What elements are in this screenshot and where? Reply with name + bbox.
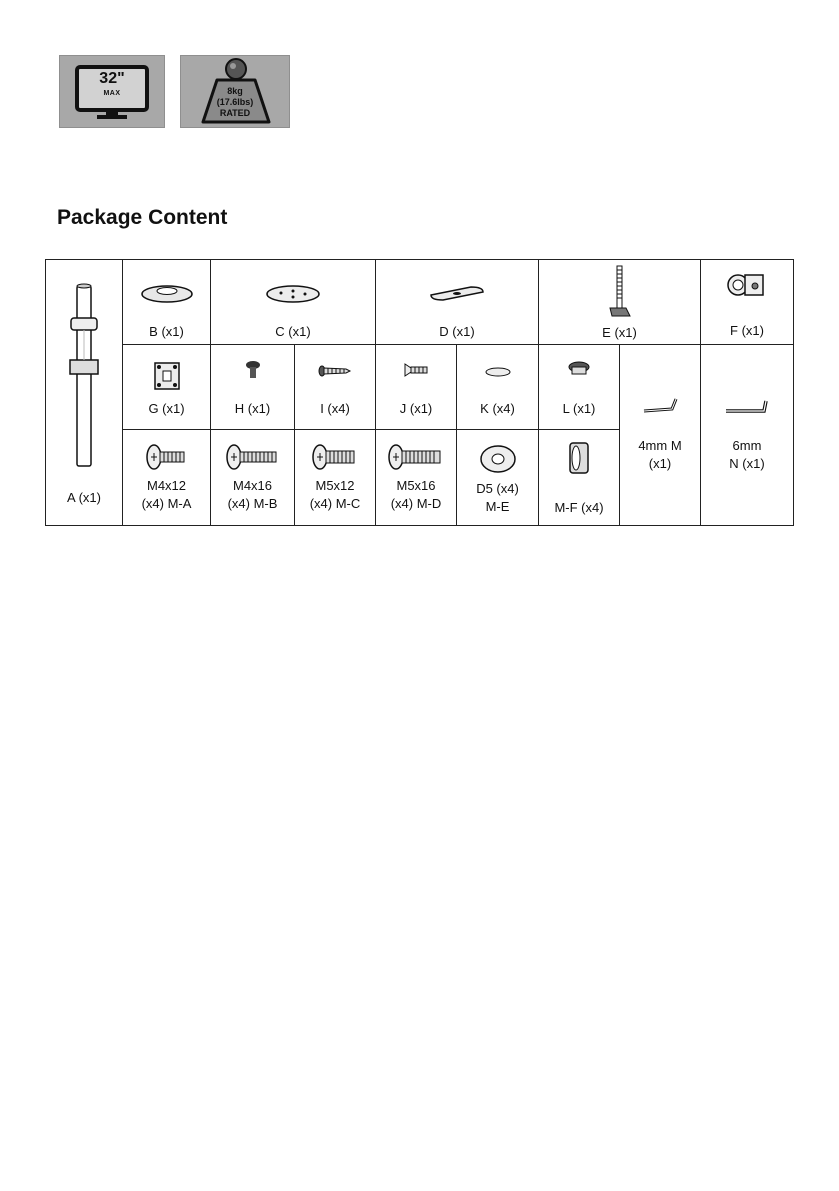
part-mf-cell (539, 430, 620, 525)
part-mc-label-line2: (x4) M-C (309, 496, 361, 511)
part-b-cell (123, 260, 211, 345)
part-k-cell (457, 345, 539, 430)
part-mc-label-line1: M5x12 (315, 478, 355, 493)
bolt-icon (123, 443, 210, 471)
part-c-cell (211, 260, 376, 345)
weight-rating-badge (180, 55, 290, 128)
part-md-label-line2: (x4) M-D (390, 496, 442, 511)
part-f-label: F (x1) (730, 323, 764, 338)
part-h-cell (211, 345, 295, 430)
part-g-label: G (x1) (148, 401, 185, 416)
weight-rated-label: RATED (219, 108, 251, 118)
part-ma-cell (123, 430, 211, 525)
part-m-cell (620, 345, 701, 525)
part-d-cell (376, 260, 539, 345)
weight-lbs: (17.6lbs) (216, 97, 254, 107)
part-md-label-line1: M5x16 (396, 478, 436, 493)
part-m-label-line1: 4mm M (638, 438, 682, 453)
bolt-icon (211, 443, 294, 471)
allen-key-4mm-icon (620, 395, 700, 417)
part-g-cell (123, 345, 211, 430)
part-mb-cell (211, 430, 295, 525)
part-c-label: C (x1) (275, 324, 311, 339)
part-n-label-line2: N (x1) (729, 456, 765, 471)
part-mb-label-line2: (x4) M-B (227, 496, 278, 511)
clamp-plate-icon (376, 283, 538, 303)
part-me-label-line2: M-E (485, 499, 510, 514)
thumb-screw-icon (211, 359, 294, 381)
part-j-cell (376, 345, 457, 430)
max-size-value: 32" (99, 70, 125, 87)
part-me-label-line1: D5 (x4) (476, 481, 519, 496)
part-h-label: H (x1) (234, 401, 271, 416)
part-n-label-line1: 6mm (732, 438, 762, 453)
part-d-label: D (x1) (439, 324, 475, 339)
part-a-label: A (x1) (67, 490, 101, 505)
part-me-cell (457, 430, 539, 525)
max-size-label: MAX (103, 90, 121, 97)
max-screen-size-badge (59, 55, 165, 128)
pole-icon (46, 282, 122, 472)
wood-screw-icon (295, 365, 375, 377)
part-j-label: J (x1) (399, 401, 433, 416)
part-i-cell (295, 345, 376, 430)
washer-icon (457, 444, 538, 474)
part-l-label: L (x1) (562, 401, 596, 416)
part-ma-label-line2: (x4) M-A (141, 496, 192, 511)
countersunk-screw-icon (376, 362, 456, 378)
part-n-cell (701, 345, 793, 525)
disc-icon (457, 366, 538, 378)
part-l-cell (539, 345, 620, 430)
part-ma-label-line1: M4x12 (146, 478, 187, 493)
part-i-label: I (x4) (320, 401, 350, 416)
part-e-cell (539, 260, 701, 345)
round-plate-icon (211, 283, 375, 305)
part-m-label-line2: (x1) (648, 456, 672, 471)
part-md-cell (376, 430, 457, 525)
part-f-cell (701, 260, 793, 345)
allen-key-6mm-icon (701, 397, 793, 417)
cap-icon (539, 360, 619, 378)
package-content-table (45, 259, 794, 526)
part-a-cell (46, 260, 123, 525)
part-mb-label-line1: M4x16 (232, 478, 273, 493)
spacer-icon (539, 440, 619, 476)
part-e-label: E (x1) (602, 325, 637, 340)
part-k-label: K (x4) (480, 401, 515, 416)
part-b-label: B (x1) (149, 324, 184, 339)
bolt-icon (376, 443, 456, 471)
base-plate-icon (123, 282, 210, 304)
bolt-icon (295, 443, 375, 471)
vesa-plate-icon (123, 357, 210, 395)
weight-kg: 8kg (227, 86, 243, 96)
collar-icon (701, 271, 793, 301)
part-mf-label: M-F (x4) (554, 500, 604, 515)
section-title: Package Content (57, 206, 228, 229)
threaded-rod-icon (539, 264, 700, 322)
part-mc-cell (295, 430, 376, 525)
